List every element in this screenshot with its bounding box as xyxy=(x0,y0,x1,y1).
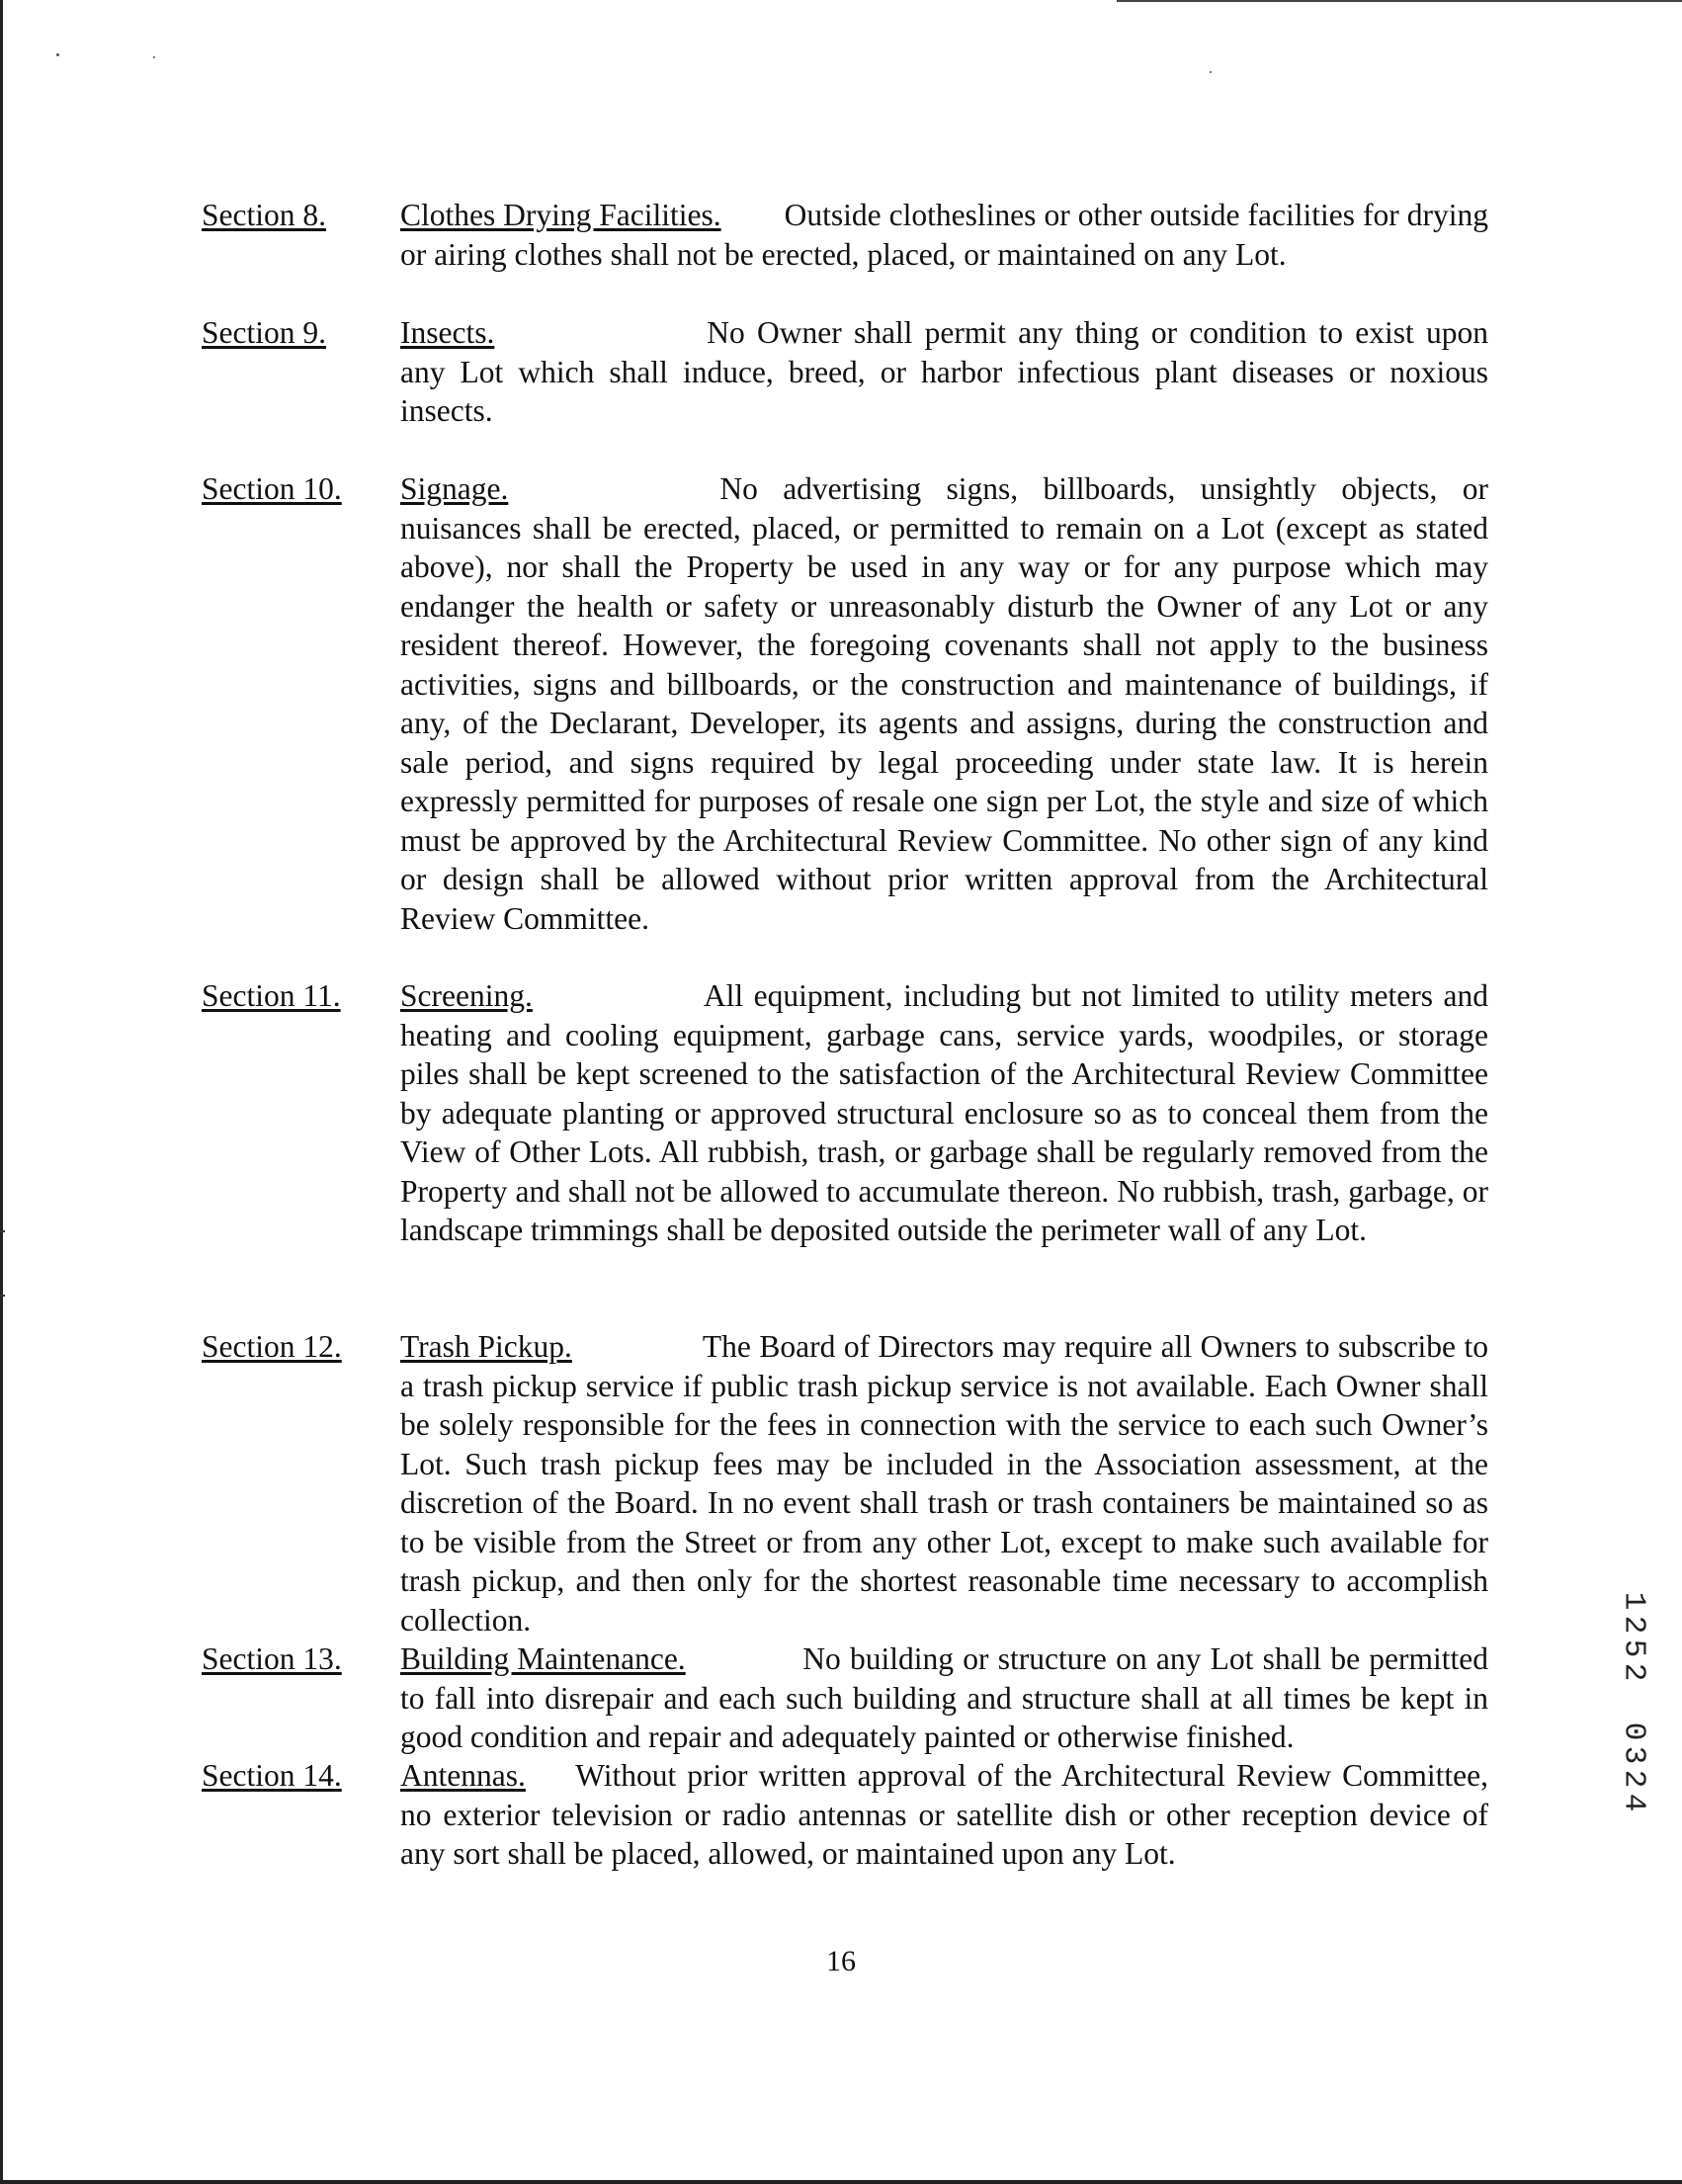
section-text: All equipment, including but not limited to utility meters and heating and cooling equipment, garbage cans, service yards, woodpiles, or storage piles shall be kept screened to the satisfaction of the Architectural Review Committee by adequate planting or approved structural enclosure so as to conceal them from the View of Other Lots. All rubbish, trash, or garbage shall be regularly removed from the Property and shall not be allowed to accumulate thereon. No rubbish, trash, garbage, or landscape trimmings shall be deposited outside the perimeter wall of any Lot. xyxy=(400,978,1489,1247)
section-title: Clothes Drying Facilities. xyxy=(400,198,721,232)
section-body xyxy=(400,1327,1488,1639)
page-number: 16 xyxy=(826,1945,856,1977)
section-title: Signage. xyxy=(400,471,509,506)
section-12 xyxy=(202,1327,1488,1639)
page-bottom-edge xyxy=(0,2180,1682,2184)
section-label: Section 9. xyxy=(202,315,326,350)
scan-edge-mark xyxy=(0,1230,5,1232)
stamp-digit: 0 xyxy=(1615,1722,1650,1741)
section-title: Trash Pickup. xyxy=(400,1329,572,1364)
section-label: Section 13. xyxy=(202,1641,342,1676)
stamp-digit: 2 xyxy=(1615,1615,1650,1635)
section-text: Outside clotheslines or other outside facilities for drying or airing clothes shall not be erected, placed, or maintained on any Lot. xyxy=(400,198,1489,272)
section-text: Without prior written approval of the Architectural Review Committee, no exterior television or radio antennas or satellite dish or other reception device of any sort shall be placed, allowed, or maintained upon any Lot. xyxy=(400,1758,1488,1871)
stamp-digit: 2 xyxy=(1615,1662,1650,1682)
section-title: Antennas. xyxy=(400,1758,526,1793)
scan-edge-mark xyxy=(0,1295,5,1297)
section-10 xyxy=(202,469,1488,938)
stamp-digit: 2 xyxy=(1615,1769,1650,1789)
section-11 xyxy=(202,976,1488,1250)
section-text: The Board of Directors may require all Owners to subscribe to a trash pickup service if public trash pickup service is not available. Each Owner shall be solely responsible for the fees in connection with the service to each such Owner’s Lot. Such trash pickup fees may be included in the Association assessment, at the discretion of the Board. In no event shall trash or trash containers be maintained so as to be visible from the Street or from any other Lot, except to make such available for trash pickup, and then only for the shortest reasonable time necessary to accomplish collection. xyxy=(400,1329,1488,1638)
stamp-digit: 1 xyxy=(1615,1591,1650,1611)
section-label: Section 12. xyxy=(202,1329,342,1364)
section-body xyxy=(400,196,1488,274)
section-label: Section 11. xyxy=(202,978,341,1013)
stamp-digit: 3 xyxy=(1615,1745,1650,1765)
scan-speck xyxy=(1210,71,1212,73)
section-title: Insects. xyxy=(400,315,495,350)
page-left-edge xyxy=(0,0,3,2184)
section-label: Section 14. xyxy=(202,1758,342,1793)
section-14 xyxy=(202,1756,1488,1874)
stamp-digit: 4 xyxy=(1615,1793,1650,1812)
section-body xyxy=(400,1639,1488,1757)
section-label: Section 10. xyxy=(202,471,342,506)
stamp-digit: 5 xyxy=(1615,1638,1650,1658)
section-title: Screening. xyxy=(400,978,533,1013)
section-body xyxy=(400,1756,1488,1874)
section-label: Section 8. xyxy=(202,198,326,232)
section-text: No advertising signs, billboards, unsightly objects, or nuisances shall be erected, placed, or permitted to remain on a Lot (except as stated above), nor shall the Property be used in any way or for any purpose which may endanger the health or safety or unreasonably disturb the Owner of any Lot or any resident thereof. However, the foregoing covenants shall not apply to the business activities, signs and billboards, or the construction and maintenance of buildings, if any, of the Declarant, Developer, its agents and assigns, during the construction and sale period, and signs required by legal proceeding under state law. It is herein expressly permitted for purposes of resale one sign per Lot, the style and size of which must be approved by the Architectural Review Committee. No other sign of any kind or design shall be allowed without prior written approval from the Architectural Review Committee. xyxy=(400,471,1489,936)
top-scan-rule xyxy=(1117,0,1682,2)
section-text: No Owner shall permit any thing or condition to exist upon any Lot which shall induce, breed, or harbor infectious plant diseases or noxious insects. xyxy=(400,315,1489,428)
scan-speck xyxy=(153,56,155,58)
scan-speck xyxy=(56,53,59,56)
section-text: No building or structure on any Lot shall be permitted to fall into disrepair and each such building and structure shall at all times be kept in good condition and repair and adequately painted or otherwise finished. xyxy=(400,1641,1489,1754)
section-9 xyxy=(202,313,1488,431)
section-body xyxy=(400,313,1488,431)
section-body xyxy=(400,976,1488,1250)
section-13 xyxy=(202,1639,1488,1757)
document-stamp-number xyxy=(1615,1589,1650,1846)
section-title: Building Maintenance. xyxy=(400,1641,686,1676)
section-body xyxy=(400,469,1488,938)
section-8 xyxy=(202,196,1488,274)
